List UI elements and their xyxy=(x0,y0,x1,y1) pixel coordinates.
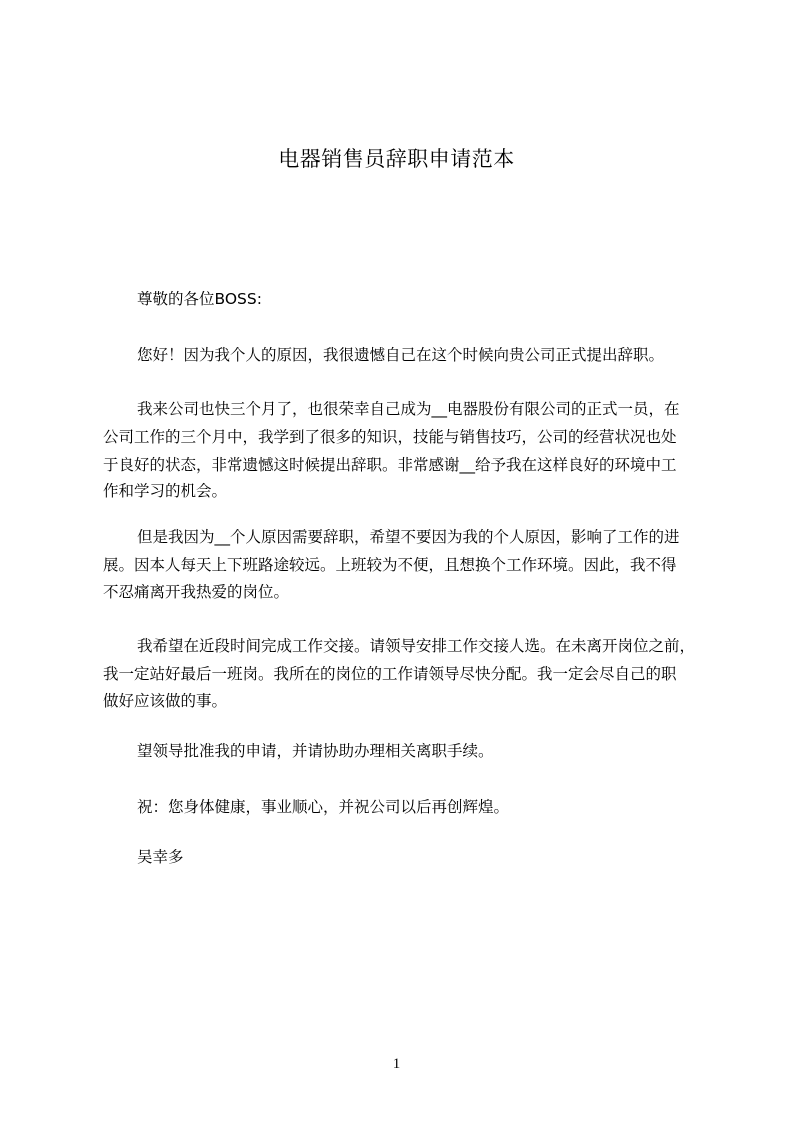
paragraph-line: 望领导批准我的申请，并请协助办理相关离职手续。 xyxy=(137,742,494,760)
document-title: 电器销售员辞职申请范本 xyxy=(278,147,515,171)
paragraph-line: 展。因本人每天上下班路途较远。上班较为不便，且想换个工作环境。因此，我不得 xyxy=(103,556,677,574)
paragraph-line: 不忍痛离开我热爱的岗位。 xyxy=(103,583,290,601)
paragraph-line: 但是我因为__个人原因需要辞职，希望不要因为我的个人原因，影响了工作的进 xyxy=(137,528,680,546)
paragraph-line: 祝：您身体健康，事业顺心，并祝公司以后再创辉煌。 xyxy=(137,798,510,816)
paragraph-line: 我一定站好最后一班岗。我所在的岗位的工作请领导尽快分配。我一定会尽自己的职 xyxy=(103,665,677,683)
paragraph-line: 做好应该做的事。 xyxy=(103,692,228,710)
paragraph-line: 我希望在近段时间完成工作交接。请领导安排工作交接人选。在未离开岗位之前， xyxy=(137,637,696,655)
paragraph-line: 作和学习的机会。 xyxy=(103,482,228,500)
signature: 吴幸多 xyxy=(137,848,184,866)
paragraph-line: 您好！因为我个人的原因，我很遗憾自己在这个时候向贵公司正式提出辞职。 xyxy=(137,346,665,364)
paragraph-line: 于良好的状态，非常遗憾这时候提出辞职。非常感谢__给予我在这样良好的环境中工 xyxy=(103,456,677,474)
paragraph-line: 我来公司也快三个月了，也很荣幸自己成为__电器股份有限公司的正式一员，在 xyxy=(137,400,680,418)
page-number: 1 xyxy=(392,1056,401,1072)
paragraph-line: 公司工作的三个月中，我学到了很多的知识，技能与销售技巧，公司的经营状况也处 xyxy=(103,428,677,446)
greeting: 尊敬的各位BOSS: xyxy=(137,290,262,308)
